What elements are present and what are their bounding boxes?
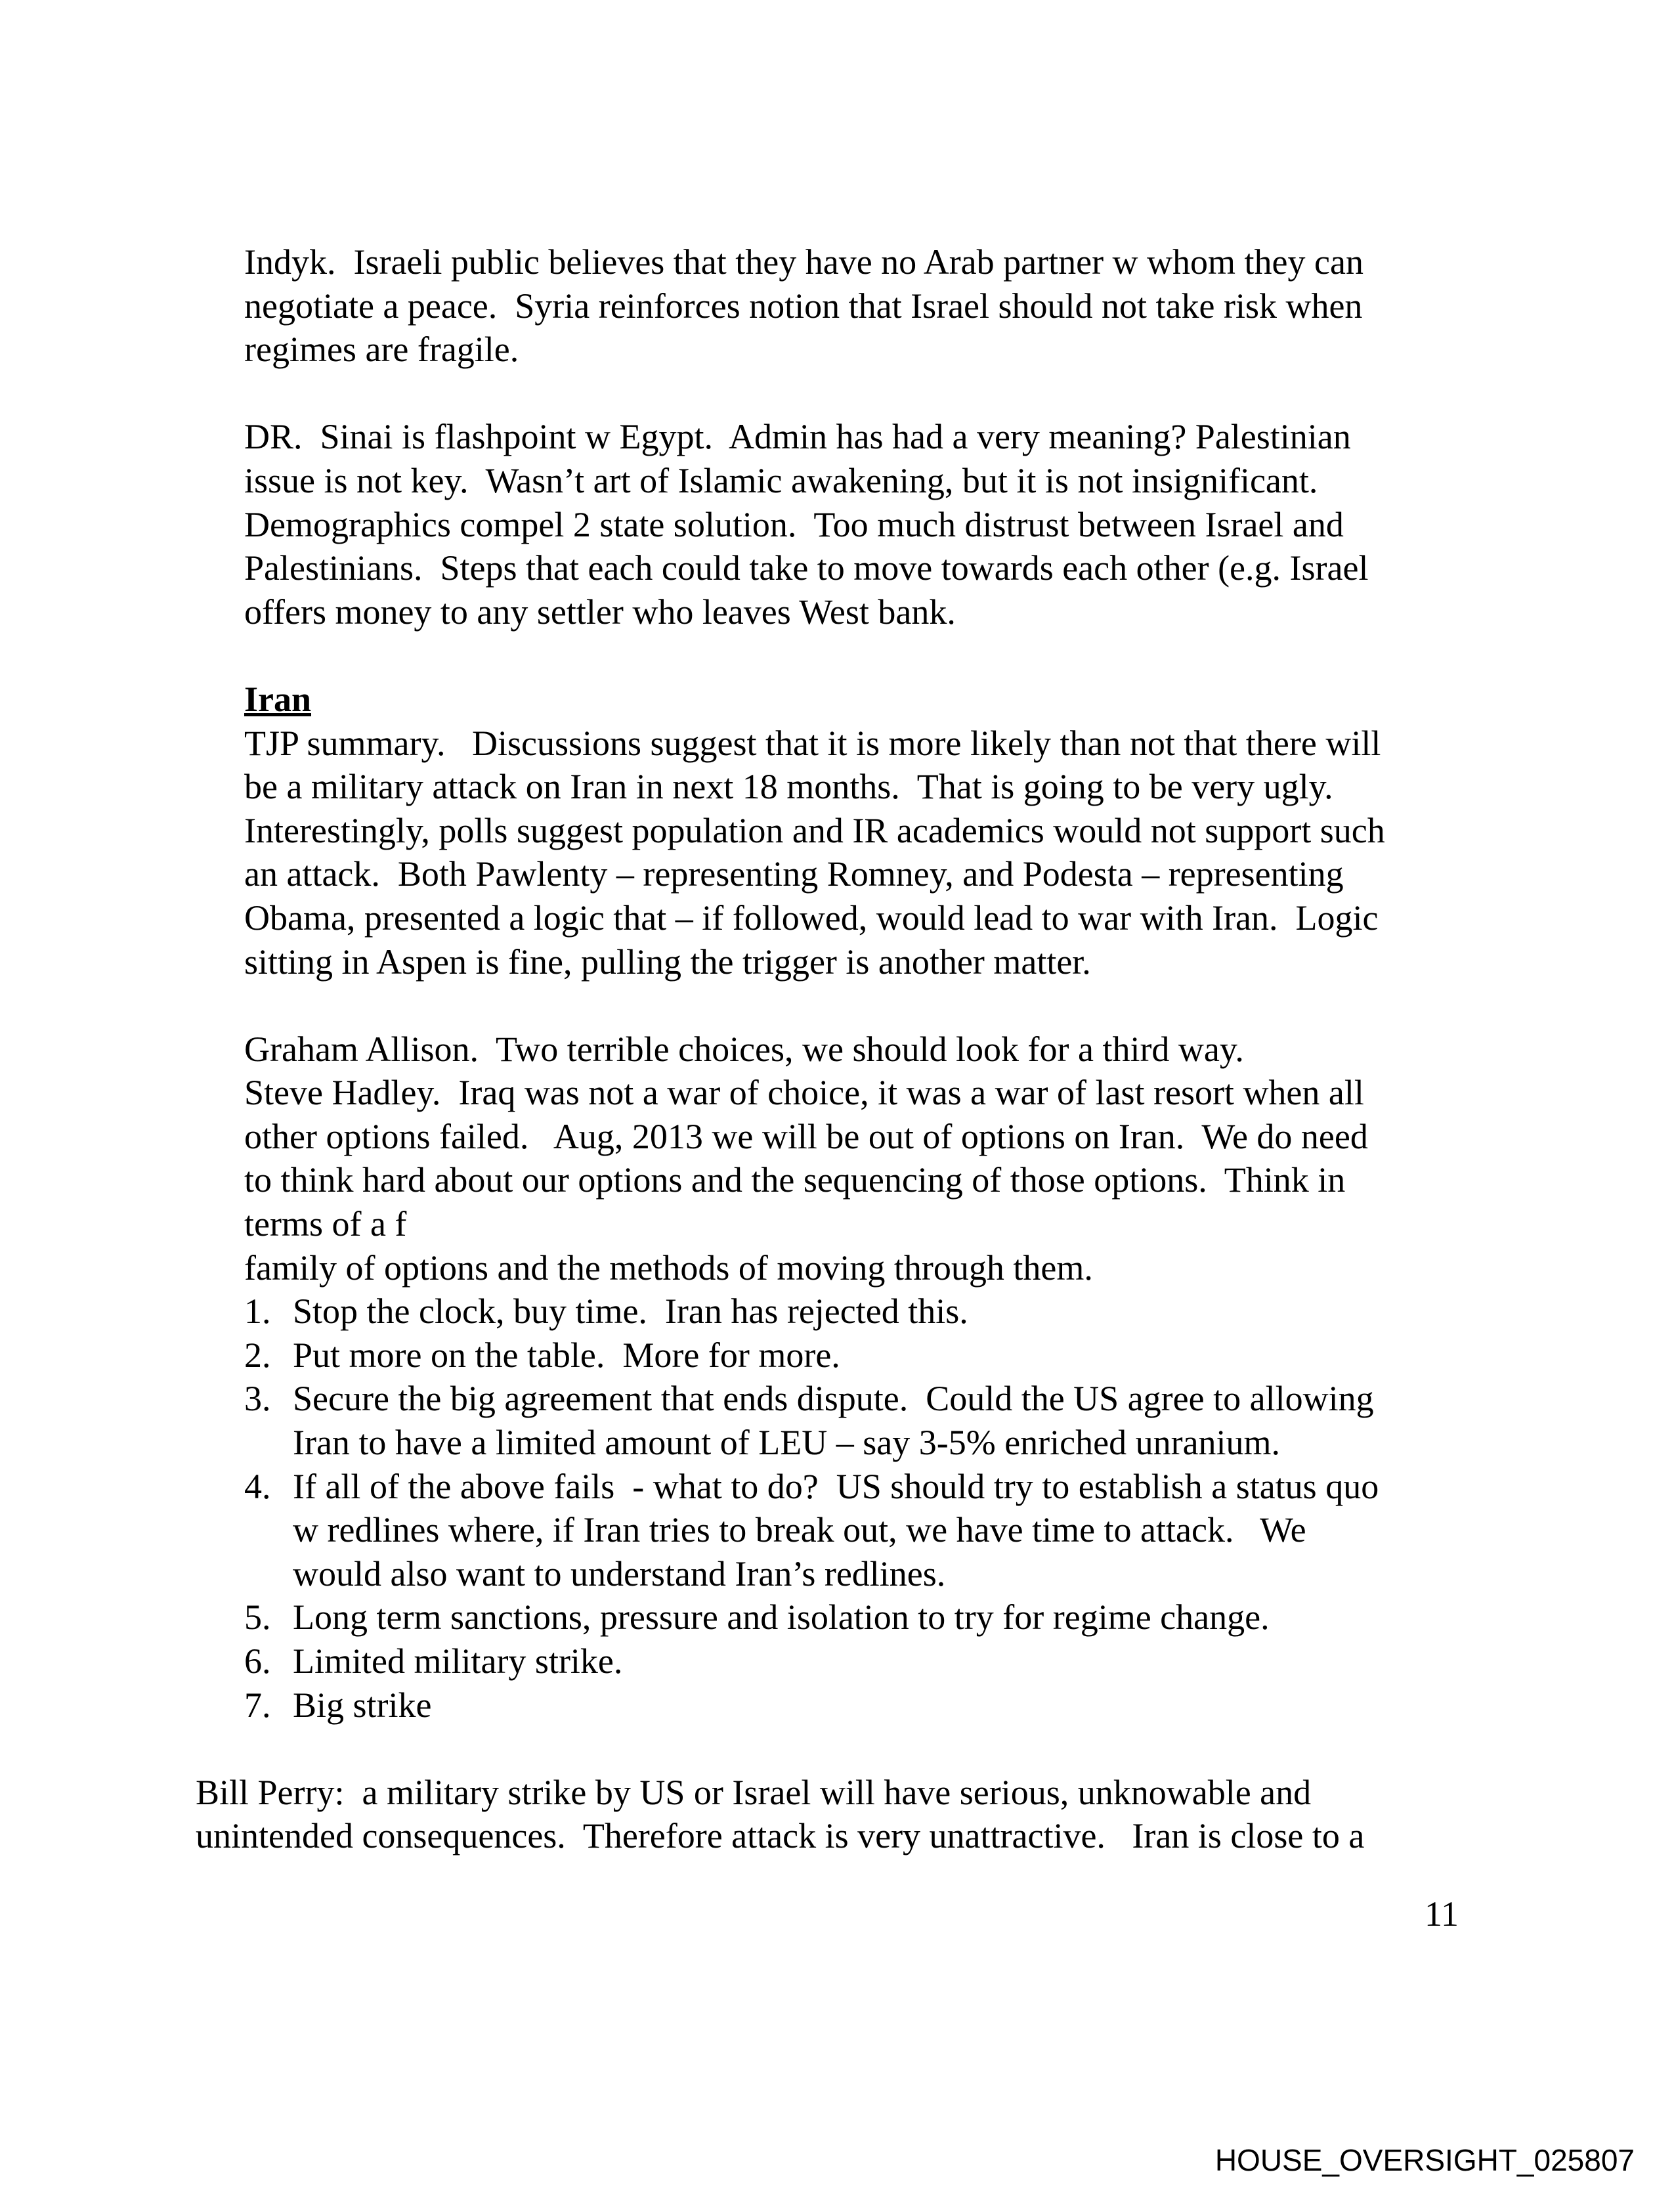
paragraph-perry	[196, 1771, 1524, 1858]
text-line: Long term sanctions, pressure and isolation to try for regime change.	[293, 1597, 1270, 1637]
text-line: negotiate a peace. Syria reinforces notion that Israel should not take risk when	[244, 286, 1363, 326]
options-list	[244, 1290, 1524, 1727]
text-line: Palestinians. Steps that each could take to move towards each other (e.g. Israel	[244, 548, 1369, 588]
text-line: Big strike	[293, 1685, 432, 1725]
text-line: Iran to have a limited amount of LEU – say 3-5% enriched unranium.	[293, 1423, 1281, 1463]
text-line: Interestingly, polls suggest population and IR academics would not support such	[244, 810, 1385, 850]
text-line: terms of a f	[244, 1204, 407, 1244]
list-item	[244, 1465, 1524, 1596]
text-line: Put more on the table. More for more.	[293, 1335, 840, 1375]
list-number: 2.	[244, 1335, 271, 1375]
text-line: DR. Sinai is flashpoint w Egypt. Admin has had a very meaning? Palestinian	[244, 417, 1351, 457]
document-body	[196, 240, 1524, 1858]
text-line: to think hard about our options and the sequencing of those options. Think in	[244, 1160, 1346, 1200]
paragraph-indyk	[244, 240, 1524, 372]
section-heading-iran: Iran	[244, 679, 312, 719]
text-line: Stop the clock, buy time. Iran has rejected this.	[293, 1291, 968, 1332]
text-line: unintended consequences. Therefore attack is very unattractive. Iran is close to a	[196, 1816, 1365, 1856]
paragraph-tjp	[244, 722, 1524, 984]
text-line: issue is not key. Wasn’t art of Islamic awakening, but it is not insignificant.	[244, 460, 1318, 500]
paragraph-hadley	[244, 1071, 1524, 1290]
text-line: Bill Perry: a military strike by US or Israel will have serious, unknowable and	[196, 1772, 1312, 1812]
text-line: Limited military strike.	[293, 1641, 623, 1681]
list-number: 4.	[244, 1466, 271, 1506]
text-line: TJP summary. Discussions suggest that it is more likely than not that there will	[244, 723, 1381, 763]
text-line: Demographics compel 2 state solution. Too much distrust between Israel and	[244, 504, 1344, 544]
paragraph-dr	[244, 415, 1524, 634]
text-line: Obama, presented a logic that – if followed, would lead to war with Iran. Logic	[244, 898, 1379, 938]
text-line: sitting in Aspen is fine, pulling the trigger is another matter.	[244, 942, 1091, 982]
text-line: would also want to understand Iran’s redlines.	[293, 1553, 946, 1594]
text-line: If all of the above fails - what to do? US should try to establish a status quo	[293, 1466, 1379, 1506]
list-number: 3.	[244, 1379, 271, 1419]
list-number: 5.	[244, 1597, 271, 1637]
text-line: w redlines where, if Iran tries to break out, we have time to attack. We	[293, 1510, 1306, 1550]
list-number: 7.	[244, 1685, 271, 1725]
list-number: 1.	[244, 1291, 271, 1332]
bates-stamp: HOUSE_OVERSIGHT_025807	[1214, 2143, 1635, 2177]
text-line: an attack. Both Pawlenty – representing Romney, and Podesta – representing	[244, 854, 1344, 894]
text-line: Indyk. Israeli public believes that they have no Arab partner w whom they can	[244, 242, 1363, 282]
text-line: other options failed. Aug, 2013 we will be out of options on Iran. We do need	[244, 1116, 1368, 1156]
list-item	[244, 1334, 1524, 1377]
list-item	[244, 1595, 1524, 1639]
text-line: Steve Hadley. Iraq was not a war of choice, it was a war of last resort when all	[244, 1073, 1364, 1113]
text-line: family of options and the methods of moving through them.	[244, 1247, 1093, 1288]
paragraph-allison: Graham Allison. Two terrible choices, we should look for a third way.	[244, 1029, 1244, 1069]
list-item	[244, 1639, 1524, 1683]
list-item	[244, 1683, 1524, 1727]
list-item	[244, 1377, 1524, 1464]
list-number: 6.	[244, 1641, 271, 1681]
text-line: be a military attack on Iran in next 18 months. That is going to be very ugly.	[244, 767, 1333, 807]
text-line: regimes are fragile.	[244, 330, 519, 370]
page-number: 11	[1425, 1894, 1459, 1934]
text-line: offers money to any settler who leaves West bank.	[244, 592, 956, 632]
text-line: Secure the big agreement that ends dispute. Could the US agree to allowing	[293, 1379, 1374, 1419]
list-item	[244, 1290, 1524, 1334]
